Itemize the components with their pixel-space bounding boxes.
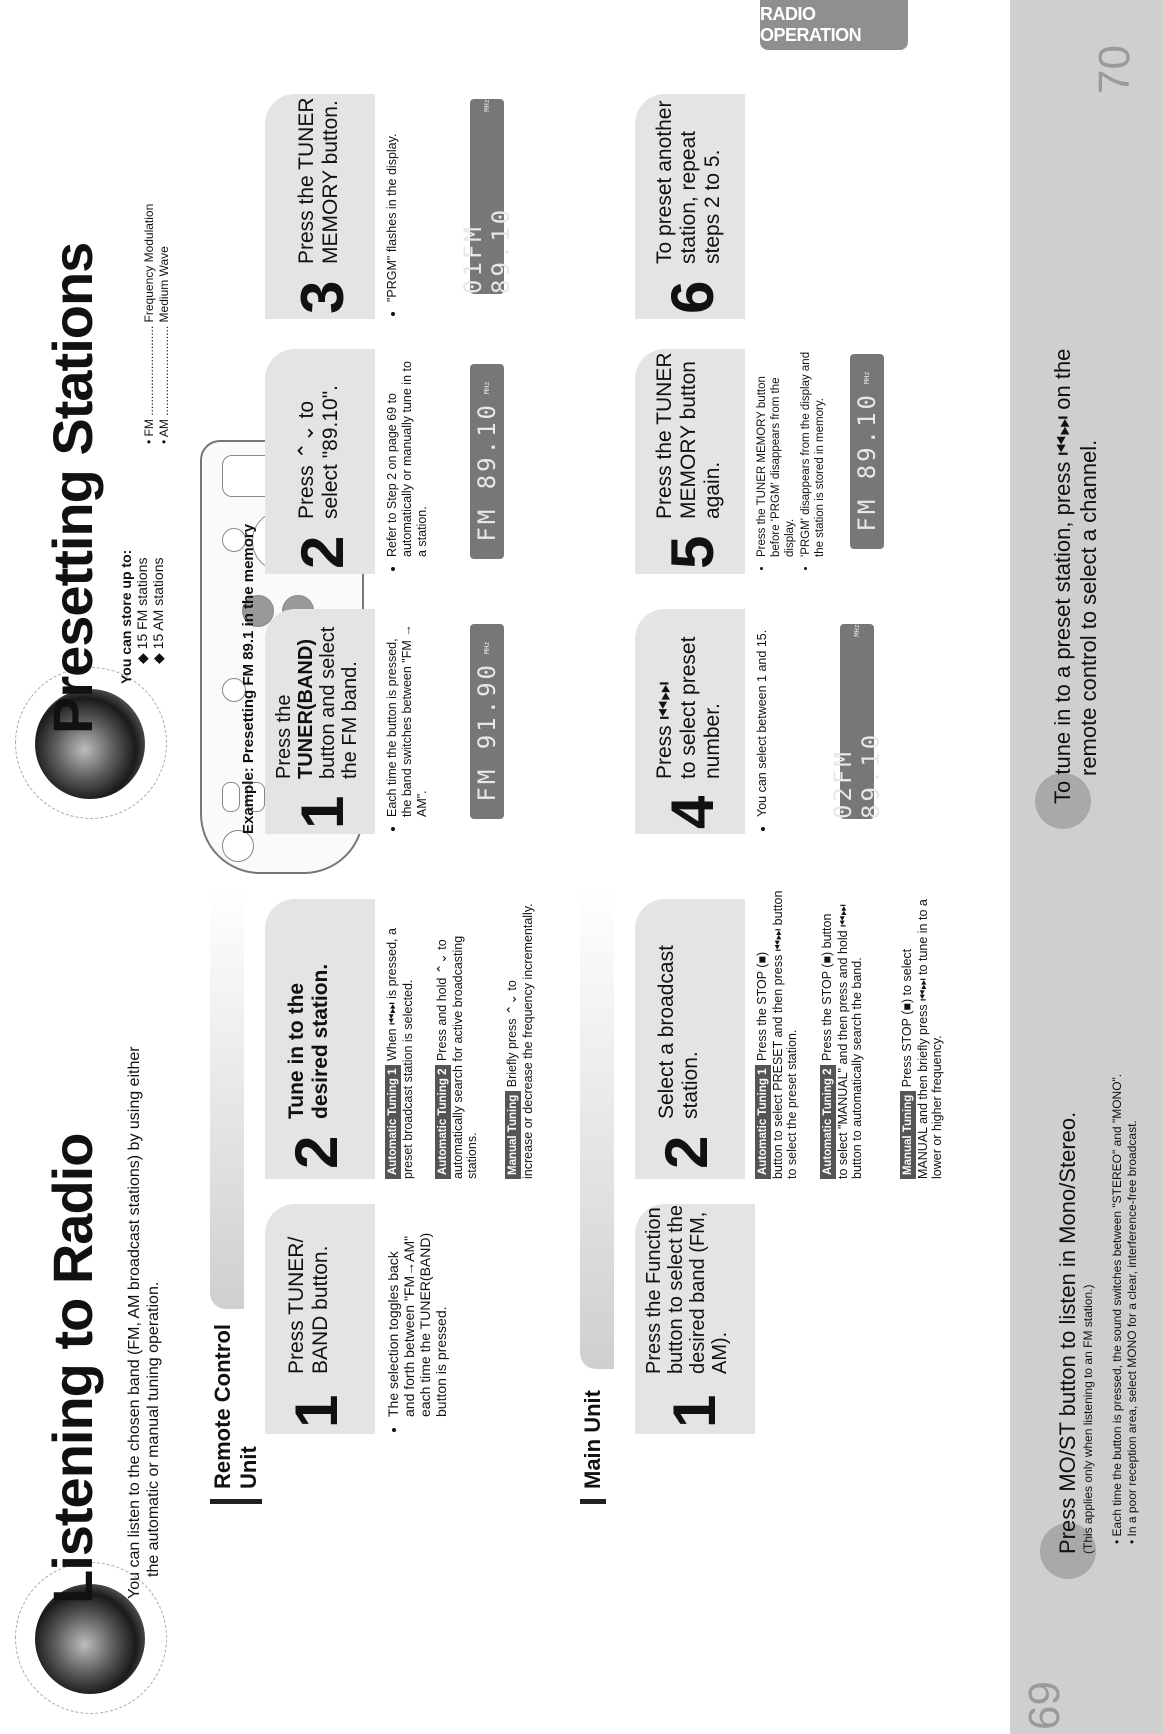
preset-step3-card: [265, 94, 375, 319]
lcd-text: 01FM 89.10: [459, 206, 515, 294]
preset-step2-card: [265, 349, 375, 574]
step-line: button to select the: [665, 1204, 687, 1374]
main-auto-tuning-1: [755, 889, 799, 1179]
step-line: Select a broadcast: [655, 945, 678, 1119]
step-line: again.: [701, 461, 724, 519]
step-text: [653, 637, 725, 779]
remote-auto-tuning-1: [385, 889, 415, 1179]
remote-step1-note: [385, 1199, 451, 1429]
tag-label: Manual Tuning: [505, 1091, 521, 1179]
tag-label: Automatic Tuning 1: [385, 1065, 401, 1179]
store-heading: You can store up to:: [118, 549, 134, 684]
step-line: to select preset: [677, 636, 700, 779]
step-number: 2: [283, 1135, 350, 1169]
note-line: automatically or manually tune in: [400, 374, 414, 557]
tune-line: Press and hold ⌃⌄ to: [435, 939, 449, 1062]
main-step1-card: [635, 1204, 755, 1434]
preset-step5-note: [755, 344, 829, 569]
step-line: Press ⏮⏭: [653, 681, 676, 779]
remote-step1-card: [265, 1204, 375, 1434]
preset-step1-card: [265, 609, 375, 834]
legend-fm: • FM ........................... Frequency Modulation: [142, 203, 156, 444]
tag-label: Manual Tuning: [900, 1091, 916, 1179]
page-title-right: Presetting Stations: [41, 242, 104, 734]
note-line: and forth between "FM→AM": [401, 1235, 417, 1417]
main-step2-card: [635, 899, 745, 1179]
note-line: each time the TUNER(BAND): [417, 1232, 433, 1417]
preset-step6-card: [635, 94, 745, 319]
page-title-left: Listening to Radio: [41, 1133, 104, 1604]
tune-line: automatically search for: [451, 1046, 465, 1179]
intro-line-2: the automatic or manual tuning operation.: [145, 1281, 162, 1577]
step-line: button and select: [317, 626, 339, 779]
mono-stereo-instruction: [1055, 934, 1096, 1554]
step-text: [295, 98, 343, 265]
page-number-right: 70: [1090, 45, 1139, 94]
tune-line: increase or decrease the: [521, 1041, 535, 1179]
step-number: 2: [289, 535, 356, 569]
note-line: 'PRGM' disappears from the display.: [770, 377, 796, 557]
lcd-display: [459, 99, 515, 294]
step-line: Press the Function: [643, 1207, 665, 1374]
tune-line: Press the STOP (■): [755, 951, 769, 1062]
step-number: 4: [659, 795, 726, 829]
tune-line: preset broadcast station is: [401, 1033, 415, 1179]
tune-line: automatically search the band.: [850, 957, 864, 1127]
section-tab: RADIO OPERATION: [760, 0, 908, 50]
bottom-line: remote control to select a channel.: [1076, 439, 1101, 776]
step-text: [273, 627, 361, 779]
tune-line: to select "MANUAL" and: [836, 1043, 850, 1179]
step-text: [285, 964, 333, 1119]
step-line: Press TUNER/: [285, 1236, 308, 1374]
remote-auto-tuning-2: [435, 889, 479, 1179]
step-line: Press the: [273, 694, 295, 779]
step-text: [653, 101, 725, 264]
tune-line: press ⏮⏭ to tune in to a lower or: [916, 899, 944, 1179]
power-button-icon: [222, 830, 254, 862]
tune-line: MANUAL and then briefly: [916, 1038, 930, 1179]
note-line: Each time the button is pressed,: [385, 638, 399, 817]
mhz-unit: MHz: [483, 99, 491, 112]
section-bar: [210, 889, 244, 1309]
store-info: [118, 550, 166, 684]
tag-label: Automatic Tuning 2: [820, 1065, 836, 1179]
bottom-note: • Each time the button is pressed, the sound switches between "STEREO" and "MONO".: [1110, 1073, 1124, 1544]
lcd-text: 02FM 89.10: [829, 731, 885, 819]
mono-stereo-notes: [1110, 884, 1140, 1544]
note-line: You can select between 1 and: [755, 650, 769, 817]
step-line: BAND button.: [309, 1245, 332, 1374]
tune-line: then press and hold ⏮⏭ button to: [836, 904, 864, 1179]
step-line: MEMORY button: [677, 361, 700, 519]
tune-line: selected.: [401, 979, 415, 1030]
page-number-left: 69: [1020, 1681, 1069, 1730]
step-line: MEMORY button.: [319, 100, 342, 264]
preset-step5-card: [635, 349, 745, 574]
note-line: 15.: [755, 629, 769, 648]
band-legend: [142, 204, 172, 444]
tune-line: When ⏮⏭ is pressed, a: [385, 928, 399, 1062]
tune-line: higher frequency.: [930, 1035, 944, 1132]
example-label: Example: Presetting FM 89.1 in the memory: [240, 523, 257, 834]
step-number: 2: [653, 1135, 720, 1169]
store-fm: ◆ 15 FM stations: [134, 557, 150, 664]
tune-line: PRESET and then press ⏮⏭: [771, 928, 785, 1091]
step-line: number.: [701, 703, 724, 779]
preset-step3-note: [385, 99, 402, 314]
tune-line: Press the STOP (■) button: [820, 913, 834, 1062]
tune-line: button to select: [771, 1094, 785, 1179]
note-line: "FM → AM".: [400, 624, 429, 817]
lcd-display: [470, 624, 504, 819]
tune-line: Press STOP (■) to select: [900, 948, 914, 1088]
step-line: Press the TUNER: [295, 97, 318, 264]
lcd-text: FM 91.90: [473, 662, 501, 802]
bottom-line: (This applies only when listening to an FM station.): [1081, 1284, 1095, 1554]
step-line: Tune in to the: [285, 982, 308, 1119]
note-line: the band switches between: [400, 666, 414, 817]
remote-manual-tuning: [505, 889, 535, 1179]
step-line: steps 2 to 5.: [701, 149, 724, 264]
step-line: AM).: [709, 1331, 731, 1374]
preset-tune-instruction: [1050, 164, 1102, 804]
step-number: 1: [289, 795, 356, 829]
intro-line-1: You can listen to the chosen band (FM, AM broadcast stations) by using either: [126, 1046, 143, 1599]
mhz-unit: MHz: [853, 624, 861, 637]
preset-step1-note: [385, 619, 432, 829]
note-line: Refer to Step 2 on page 69 to: [385, 392, 399, 557]
note-line: the station is stored in memory.: [814, 398, 826, 557]
bottom-note: • In a poor reception area, select MONO for a clear, interference-free broadcast.: [1125, 1120, 1139, 1544]
legend-am: • AM ........................... Medium Wave: [157, 246, 171, 444]
note-line: "PRGM" flashes in the display.: [385, 133, 399, 302]
section-bar: [580, 889, 614, 1369]
step-text: [295, 385, 343, 519]
step-line: station.: [679, 1051, 702, 1119]
tune-line: frequency incrementally.: [521, 903, 535, 1038]
lcd-display: [470, 364, 504, 559]
tune-line: button to select the preset station.: [771, 890, 799, 1179]
store-am: ◆ 15 AM stations: [150, 557, 166, 664]
lcd-text: FM 89.10: [853, 392, 881, 532]
step-text: [285, 1237, 333, 1374]
step-number: 1: [661, 1394, 728, 1428]
remote-step2-card: [265, 899, 375, 1179]
tune-line: Briefly press ⌃⌄ to: [505, 980, 519, 1088]
note-line: Press the TUNER MEMORY button before: [756, 376, 782, 557]
main-auto-tuning-2: [820, 889, 864, 1179]
main-manual-tuning: [900, 889, 944, 1179]
lcd-text: FM 89.10: [473, 402, 501, 542]
bottom-line: To tune in to a preset station, press ⏮⏭ on the: [1050, 348, 1075, 804]
mhz-unit: MHz: [483, 381, 491, 395]
step-line: the FM band.: [339, 661, 361, 779]
tag-label: Automatic Tuning 2: [435, 1065, 451, 1179]
note-line: button is pressed.: [433, 1306, 449, 1417]
step-number: 6: [659, 280, 726, 314]
step-line: To preset another: [653, 100, 676, 264]
step-line: station, repeat: [677, 130, 700, 264]
note-line: 'PRGM' disappears from the display and: [800, 351, 812, 557]
step-text: [643, 1205, 731, 1374]
step-text: [653, 353, 725, 520]
intro-text: [125, 1046, 163, 1599]
step-line: desired band (FM,: [687, 1211, 709, 1374]
mhz-unit: MHz: [483, 641, 491, 655]
preset-step4-note: [755, 619, 772, 829]
step-text: [655, 945, 703, 1119]
tune-line: active broadcasting stations.: [451, 935, 479, 1179]
step-number: 3: [289, 280, 356, 314]
note-line: The selection toggles back: [385, 1251, 401, 1417]
step-line: select "89.10".: [319, 385, 342, 519]
note-line: to a station.: [400, 361, 429, 557]
main-section-title: Main Unit: [580, 1349, 606, 1504]
mhz-unit: MHz: [863, 371, 871, 385]
lcd-display: [829, 624, 885, 819]
lcd-display: [850, 354, 884, 549]
step-line: Press the TUNER: [653, 352, 676, 519]
bottom-line: Press MO/ST button to listen in Mono/Stereo.: [1055, 1111, 1080, 1554]
step-line: Press ⌃⌄ to: [295, 400, 318, 519]
preset-step4-card: [635, 609, 745, 834]
tag-label: Automatic Tuning 1: [755, 1065, 771, 1179]
step-line: desired station.: [309, 963, 332, 1119]
remote-section-title: Remote Control Unit: [210, 1289, 262, 1504]
step-number: 1: [283, 1394, 350, 1428]
remote-button: [222, 782, 240, 812]
preset-step2-note: [385, 354, 432, 569]
step-number: 5: [659, 535, 726, 569]
step-line: TUNER(BAND): [295, 639, 317, 779]
